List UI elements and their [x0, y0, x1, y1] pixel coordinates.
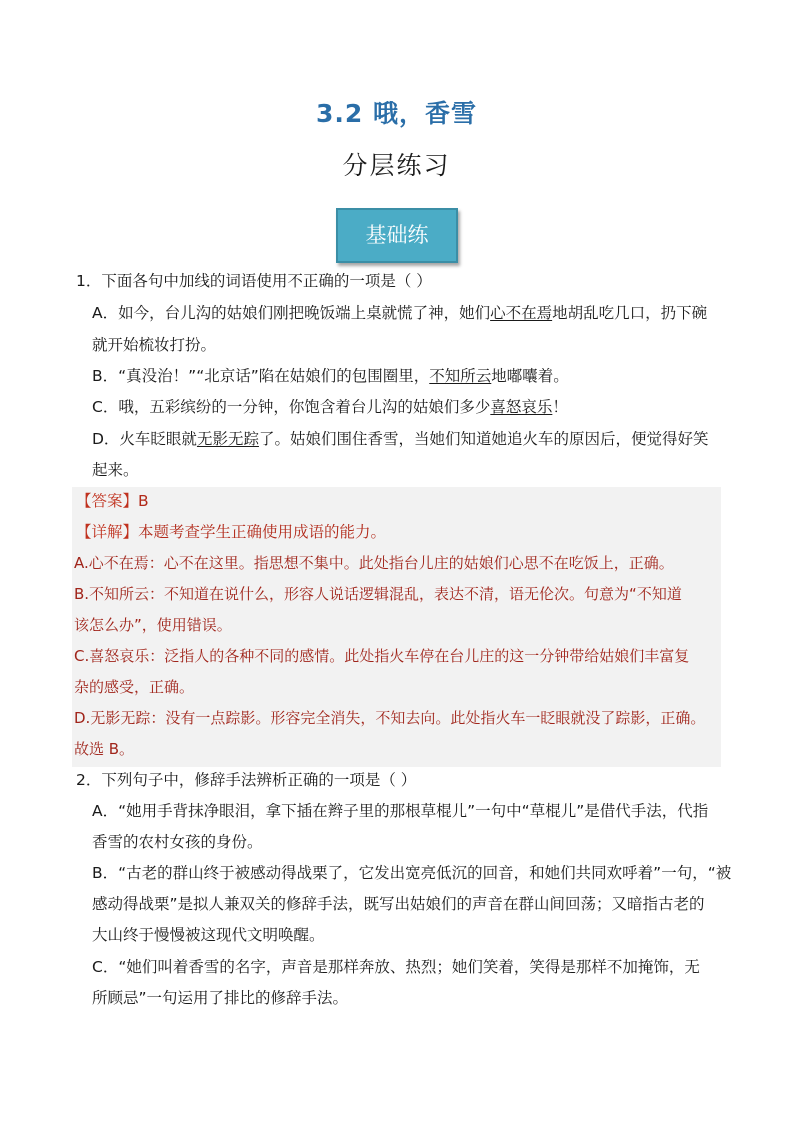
answer-line: [76, 491, 149, 511]
option-text: D．火车眨眼就: [92, 430, 197, 448]
explanation-line: C.喜怒哀乐：泛指人的各种不同的感情。此处指火车停在台儿庄的这一分钟带给姑娘们丰富复: [74, 647, 690, 665]
option-text: 地胡乱吃几口，扔下碗: [552, 304, 708, 322]
question-stem-text: 下列句子中，修辞手法辨析正确的一项是（ ）: [101, 771, 417, 789]
detail-text: 本题考查学生正确使用成语的能力。: [138, 523, 387, 541]
detail-line: [76, 522, 386, 542]
page-subtitle: 分层练习: [342, 151, 451, 180]
option-text: 了。姑娘们围住香雪，当她们知道她追火车的原因后，便觉得好笑: [258, 430, 709, 448]
detail-label: 【详解】: [76, 523, 139, 541]
answer-value: B: [138, 492, 149, 510]
underlined-term: 心不在焉: [490, 304, 553, 322]
explanation-line: 该怎么办”，使用错误。: [74, 616, 232, 634]
q2-option-a-continued: 香雪的农村女孩的身份。: [92, 833, 263, 851]
option-text: B．“真没治！”“北京话”陷在姑娘们的包围圈里，: [92, 367, 430, 385]
underlined-term: 喜怒哀乐: [490, 398, 553, 416]
option-b: [92, 366, 569, 386]
q2-option-a: A．“她用手背抹净眼泪，拿下插在辫子里的那根草棍儿”一句中“草棍儿”是借代手法，代指: [92, 802, 709, 820]
option-a: [92, 303, 707, 323]
question-2-stem: [76, 770, 416, 790]
answer-label: 【答案】: [76, 492, 139, 510]
option-text: 地嘟囔着。: [491, 367, 569, 385]
q2-option-b-continued: 大山终于慢慢被这现代文明唤醒。: [92, 926, 325, 944]
option-text: A．如今，台儿沟的姑娘们刚把晚饭端上桌就慌了神，她们: [92, 304, 491, 322]
explanation-line: 杂的感受，正确。: [74, 678, 195, 696]
question-stem-text: 下面各句中加线的词语使用不正确的一项是（ ）: [101, 272, 432, 290]
explanation-line: B.不知所云：不知道在说什么，形容人说话逻辑混乱，表达不清，语无伦次。句意为“不知道: [74, 585, 682, 603]
q2-option-c-continued: 所顾忌”一句运用了排比的修辞手法。: [92, 989, 349, 1007]
underlined-term: 无影无踪: [196, 430, 259, 448]
explanation-line: D.无影无踪：没有一点踪影。形容完全消失，不知去向。此处指火车一眨眼就没了踪影，正确。: [74, 709, 706, 727]
option-c: [92, 397, 568, 417]
q2-option-c: C．“她们叫着香雪的名字，声音是那样奔放、热烈；她们笑着，笑得是那样不加掩饰，无: [92, 958, 700, 976]
question-number: 1．: [76, 272, 102, 290]
option-text: C．哦，五彩缤纷的一分钟，你饱含着台儿沟的姑娘们多少: [92, 398, 491, 416]
option-d: [92, 429, 708, 449]
level-badge: 基础练: [336, 208, 458, 263]
option-d-continued: 起来。: [92, 461, 139, 479]
q2-option-b-continued: 感动得战栗”是拟人兼双关的修辞手法，既写出姑娘们的声音在群山间回荡；又暗指古老的: [92, 895, 705, 913]
q2-option-b: B．“古老的群山终于被感动得战栗了，它发出宽亮低沉的回音，和她们共同欢呼着”一句，“被: [92, 864, 732, 882]
option-a-continued: 就开始梳妆打扮。: [92, 336, 217, 354]
question-1-stem: [76, 271, 432, 291]
explanation-line: A.心不在焉：心不在这里。指思想不集中。此处指台儿庄的姑娘们心思不在吃饭上，正确。: [74, 554, 674, 572]
option-text: ！: [552, 398, 568, 416]
underlined-term: 不知所云: [429, 367, 492, 385]
question-number: 2．: [76, 771, 102, 789]
explanation-line: 故选 B。: [74, 740, 135, 758]
page-title: 3.2 哦，香雪: [316, 99, 477, 128]
